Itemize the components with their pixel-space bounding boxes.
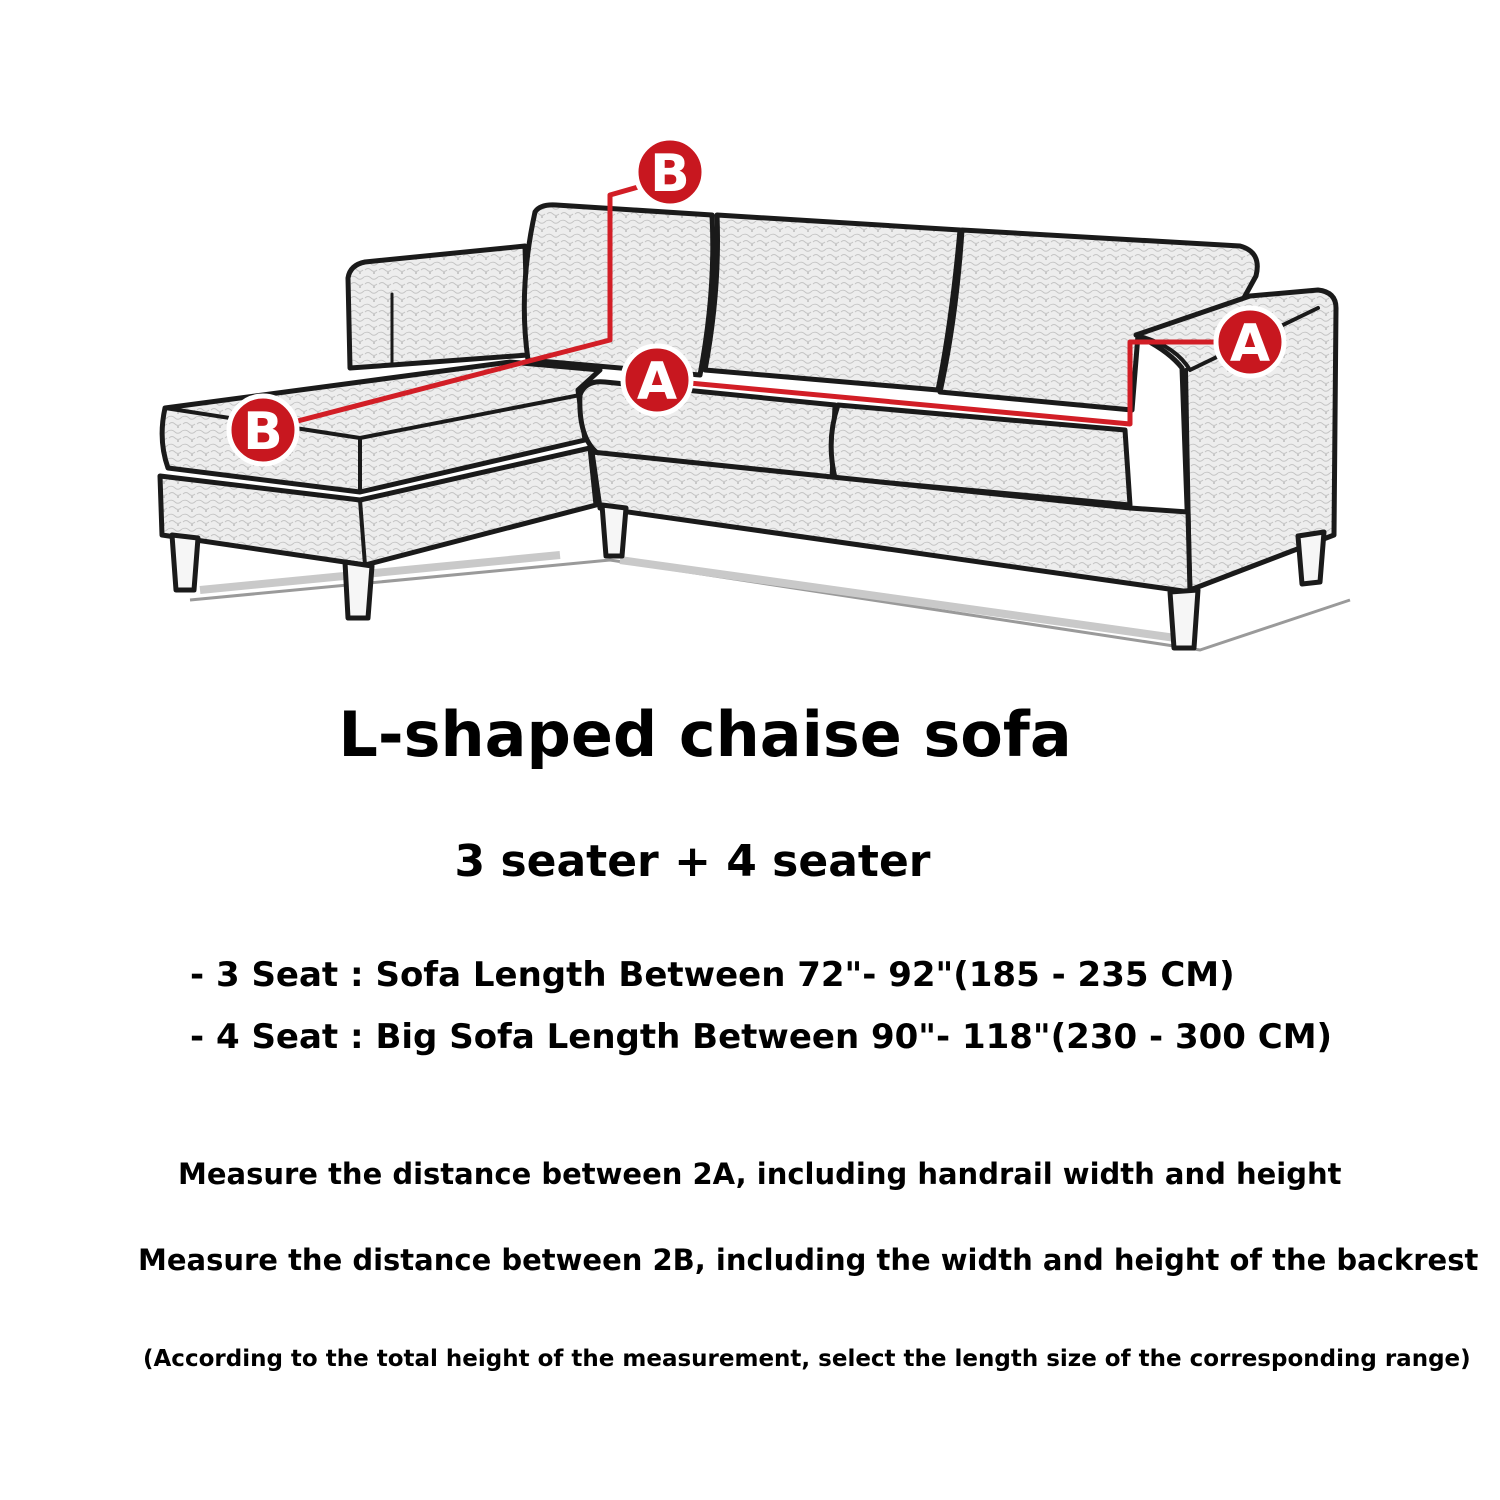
note-size-selection: (According to the total height of the measurement, select the length size of the corresponding range) xyxy=(143,1346,1471,1372)
page-title: L-shaped chaise sofa xyxy=(338,698,1072,771)
left-armrest xyxy=(348,246,528,368)
leg-3 xyxy=(602,505,626,556)
marker-a-mid xyxy=(623,346,691,414)
note-measure-2a: Measure the distance between 2A, including handrail width and height xyxy=(178,1157,1342,1191)
note-measure-2b: Measure the distance between 2B, including the width and height of the backrest xyxy=(138,1243,1479,1277)
leg-1 xyxy=(172,535,198,590)
marker-b-left xyxy=(229,396,297,464)
marker-a-right-label: A xyxy=(1229,314,1271,374)
page-subtitle: 3 seater + 4 seater xyxy=(454,836,931,887)
leg-2 xyxy=(345,562,372,618)
marker-b-top xyxy=(636,138,704,206)
sofa-measurement-diagram xyxy=(0,0,1500,700)
spec-3-seat: - 3 Seat : Sofa Length Between 72"- 92"(185 - 235 CM) xyxy=(190,955,1235,995)
back-cushion-1 xyxy=(524,205,713,375)
marker-a-right xyxy=(1216,308,1284,376)
leg-4 xyxy=(1170,590,1198,648)
marker-b-top-label: B xyxy=(650,144,690,204)
marker-a-mid-label: A xyxy=(636,352,678,412)
marker-b-left-label: B xyxy=(243,402,283,462)
leg-5 xyxy=(1298,532,1324,584)
spec-4-seat: - 4 Seat : Big Sofa Length Between 90"- 118"(230 - 300 CM) xyxy=(190,1017,1333,1057)
back-cushion-2 xyxy=(705,215,960,390)
